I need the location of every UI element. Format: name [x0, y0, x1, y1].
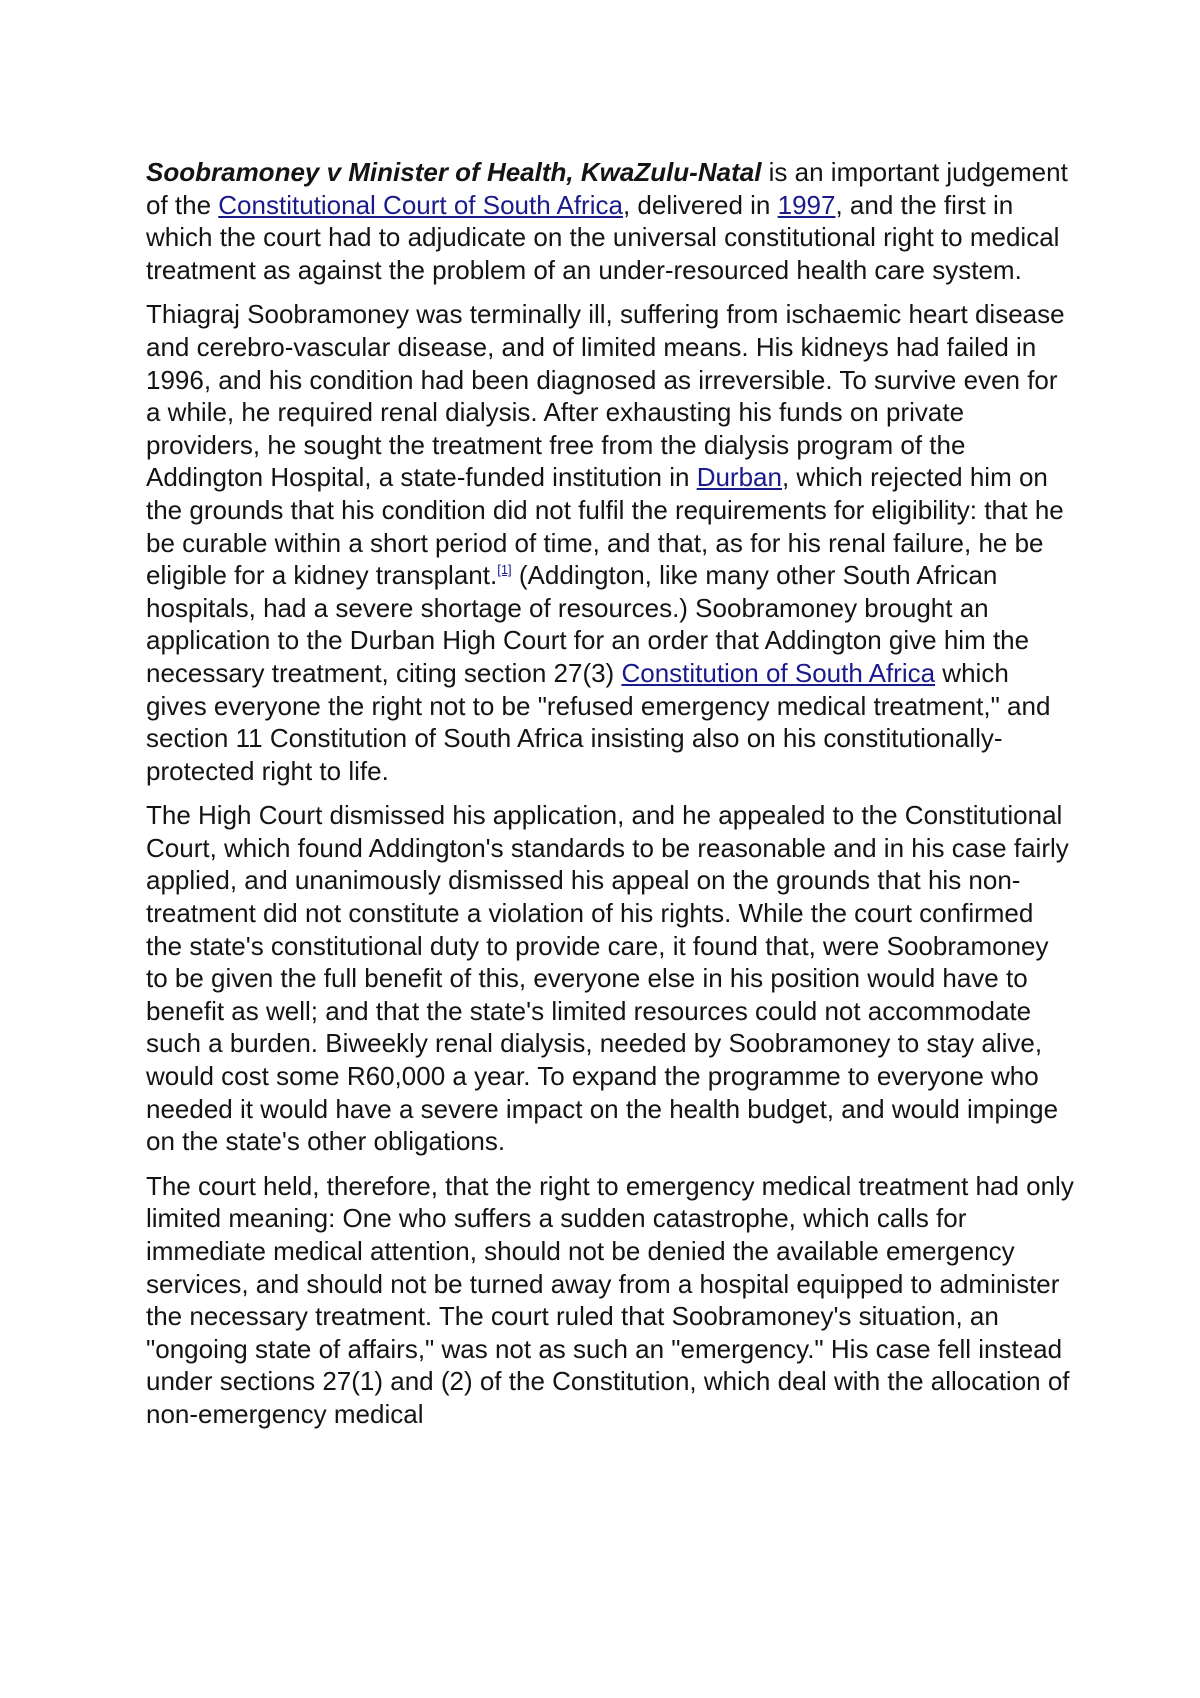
constitutional-court-link[interactable]: Constitutional Court of South Africa	[218, 189, 623, 220]
document-page	[146, 156, 1076, 1443]
background-text-1: Thiagraj Soobramoney was terminally ill, suffering from ischaemic heart disease and cerebro-vascular disease, and of limited means. His kidneys had failed in 1996, and his condition had been diagnosed as irreversible. To survive even for a while, he required renal dialysis. After exhausting his funds on private providers, he sought the treatment free from the dialysis program of the Addington Hospital, a state-funded institution in	[146, 299, 1065, 493]
durban-link[interactable]: Durban	[696, 462, 782, 493]
paragraph-background	[146, 298, 1076, 787]
intro-text-2: , delivered in	[622, 189, 778, 220]
paragraph-holding: The court held, therefore, that the right to emergency medical treatment had only limited meaning: One who suffers a sudden catastrophe, which calls for immediate medical attention, should not be denied the available emergency services, and should not be turned away from a hospital equipped to administer the necessary treatment. The court ruled that Soobramoney's situation, an "ongoing state of affairs," was not as such an "emergency." His case fell instead under sections 27(1) and (2) of the Constitution, which deal with the allocation of non-emergency medical	[146, 1170, 1074, 1429]
reference-1-link[interactable]: [1]	[497, 562, 512, 578]
paragraph-intro	[146, 156, 1076, 286]
intro-text-3: , and the first in which the court had to adjudicate on the universal constitutional right to medical treatment as against the problem of an under-resourced health care system.	[146, 189, 1060, 285]
background-text-4: which gives everyone the right not to be "refused emergency medical treatment," and section 11 Constitution of South Africa insisting also on his constitutionally-protected right to life.	[146, 657, 1051, 786]
case-title: Soobramoney v Minister of Health, KwaZulu-Natal	[146, 157, 762, 187]
intro-text-1: is an important judgement of the	[146, 157, 1068, 220]
reference-superscript	[497, 562, 511, 577]
paragraph-judgement: The High Court dismissed his application, and he appealed to the Constitutional Court, which found Addington's standards to be reasonable and in his case fairly applied, and unanimously dismissed his appeal on the grounds that his non-treatment did not constitute a violation of his rights. While the court confirmed the state's constitutional duty to provide care, it found that, were Soobramoney to be given the full benefit of this, everyone else in his position would have to benefit as well; and that the state's limited resources could not accommodate such a burden. Biweekly renal dialysis, needed by Soobramoney to stay alive, would cost some R60,000 a year. To expand the programme to everyone who needed it would have a severe impact on the health budget, and would impinge on the state's other obligations.	[146, 800, 1069, 1157]
background-text-2: , which rejected him on the grounds that his condition did not fulfil the requirements for eligibility: that he be curable within a short period of time, and that, as for his renal failure, he be eligible for a kidney transplant.	[146, 462, 1064, 591]
background-text-3: (Addington, like many other South African hospitals, had a severe shortage of resources.) Soobramoney brought an application to the Durban High Court for an order that Addington give him the necessary treatment, citing section 27(3)	[146, 560, 1030, 688]
year-1997-link[interactable]: 1997	[777, 189, 836, 220]
constitution-link[interactable]: Constitution of South Africa	[621, 657, 936, 688]
